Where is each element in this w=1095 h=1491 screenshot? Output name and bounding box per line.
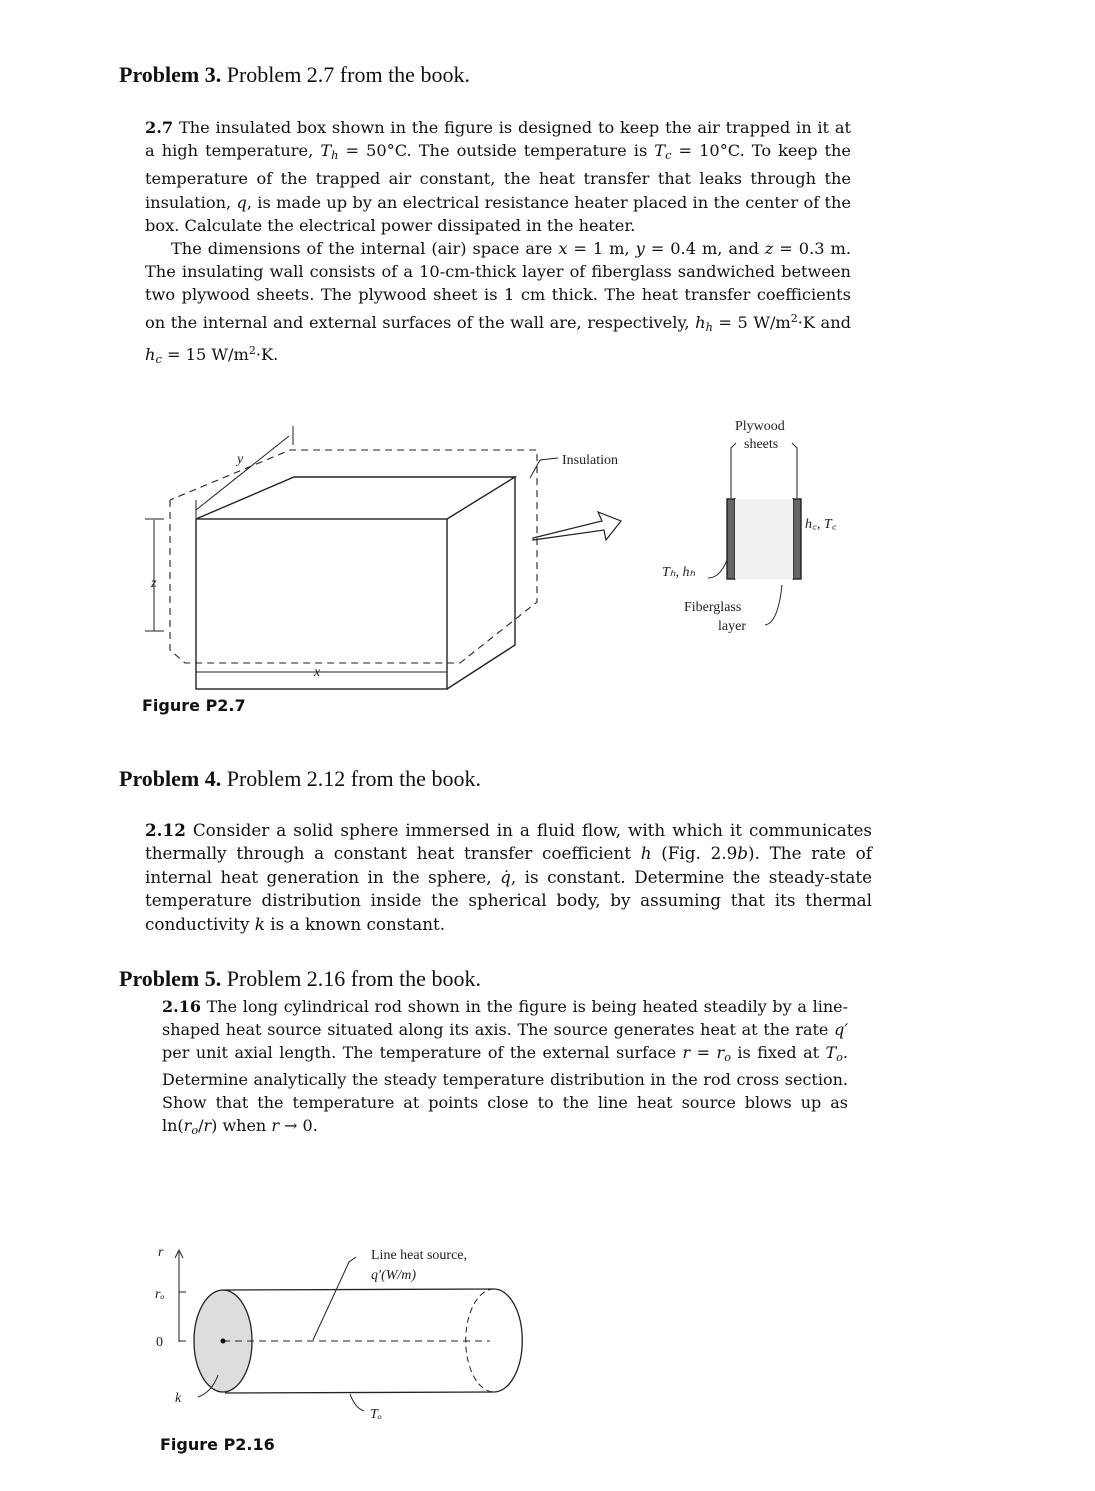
text-segment: / <box>198 1115 204 1135</box>
text-segment: = 0.3 m. The insulating wall consists of a 10-cm-thick layer of fiberglass sandwiched between two plywood sheets. The plywood sheet is 1 cm thick. The heat transfer coefficients on the internal and external surfaces of the wall are, respectively, <box>145 239 851 332</box>
rod-far-end <box>494 1289 522 1392</box>
problem-5-title: Problem 2.16 from the book. <box>221 966 481 991</box>
text-segment: b <box>737 843 749 864</box>
text-segment: = 10°C. To keep the temperature of the trapped air constant, the heat transfer that leaks through the insulation, <box>145 141 851 212</box>
line-source-label-line1: Line heat source, <box>371 1248 468 1263</box>
th-hh-label: Tₕ, hₕ <box>662 565 696 580</box>
text-segment: The long cylindrical rod shown in the figure is being heated steadily by a line-shaped heat source situated along its axis. The source generates heat at the rate <box>162 997 848 1039</box>
text-segment: = 5 W/m <box>712 312 791 332</box>
text-segment: T <box>825 1042 837 1062</box>
figure-p2-7-caption: Figure P2.7 <box>142 696 246 715</box>
text-segment: = 15 W/m <box>161 344 249 364</box>
text-segment: h <box>331 148 339 163</box>
text-segment: c <box>665 148 672 163</box>
problem-4-title: Problem 2.12 from the book. <box>221 766 481 791</box>
text-segment: (Fig. 2.9 <box>651 843 738 864</box>
zero-label: 0 <box>156 1335 163 1350</box>
text-segment: c <box>155 351 162 366</box>
text-segment: per unit axial length. The temperature of the external surface <box>162 1042 683 1062</box>
text-segment: → 0. <box>278 1115 318 1135</box>
text-segment: q̇ <box>500 866 511 887</box>
text-segment: is a known constant. <box>264 913 446 934</box>
text-segment: 2 <box>790 311 798 325</box>
fiberglass-label-line1: Fiberglass <box>684 600 742 615</box>
y-label: y <box>237 452 244 467</box>
text-segment: h <box>705 319 713 334</box>
text-segment: x <box>558 239 568 259</box>
text-segment: r <box>271 1115 279 1135</box>
text-segment: ·K and <box>797 312 851 332</box>
text-segment: r <box>682 1042 691 1062</box>
text-segment: h <box>145 344 156 364</box>
problem-4-label: Problem 4. <box>119 766 222 791</box>
text-segment: The dimensions of the internal (air) space are <box>171 239 559 259</box>
text-segment: = 1 m, <box>567 239 636 259</box>
rod-top-edge <box>223 1289 494 1290</box>
problem-3-label: Problem 3. <box>119 62 222 87</box>
text-segment: r <box>203 1115 212 1135</box>
text-segment: Consider a solid sphere immersed in a fluid flow, with which it communicates thermally through a constant heat transfer coefficient <box>145 820 872 864</box>
problem-3-title: Problem 2.7 from the book. <box>221 62 470 87</box>
text-segment: o <box>191 1123 199 1137</box>
to-label: Tₒ <box>370 1407 382 1422</box>
line-source-label-line2: q′(W/m) <box>371 1268 417 1283</box>
text-segment: = 0.4 m, and <box>644 239 765 259</box>
z-label: z <box>151 576 157 591</box>
text-segment: ·K. <box>255 344 279 364</box>
text-segment: o <box>724 1050 731 1064</box>
text-segment: T <box>320 141 332 161</box>
text-segment: q′ <box>834 1019 848 1039</box>
text-segment: The insulated box shown in the figure is designed to keep the air trapped in it at a high temperature, <box>145 118 851 161</box>
text-segment: o <box>836 1050 843 1064</box>
text-segment: 2.7 <box>145 118 174 137</box>
text-segment: r <box>183 1115 192 1135</box>
plywood-label-line2: sheets <box>744 437 779 452</box>
text-segment: is fixed at <box>730 1042 826 1062</box>
k-label: k <box>175 1391 182 1406</box>
text-segment: = <box>690 1042 717 1062</box>
text-segment: r <box>716 1042 725 1062</box>
r-axis-label: r <box>158 1245 164 1260</box>
text-segment: h <box>640 843 652 864</box>
rod-bottom-edge <box>225 1392 494 1393</box>
fiberglass-label-line2: layer <box>718 619 746 634</box>
text-segment: . Determine analytically the steady temperature distribution in the rod cross section. Show that the temperature at points close to the line heat source blows up as ln( <box>162 1042 849 1135</box>
text-segment: k <box>254 913 265 934</box>
text-segment: ). The rate of internal heat generation in the sphere, <box>145 843 872 887</box>
text-segment: , is constant. Determine the steady-state temperature distribution inside the spherical body, by assuming that its thermal conductivity <box>145 866 873 934</box>
text-segment: h <box>695 312 706 332</box>
text-segment: 2.16 <box>162 997 201 1016</box>
plywood-label-line1: Plywood <box>735 419 785 434</box>
text-segment: T <box>654 141 666 161</box>
text-segment: y <box>635 239 645 259</box>
text-segment: , is made up by an electrical resistance heater placed in the center of the box. Calculate the electrical power dissipated in the heater. <box>145 192 851 235</box>
text-segment: 2.12 <box>145 820 186 840</box>
text-segment: 2 <box>248 343 256 357</box>
x-label: x <box>314 665 321 680</box>
figure-p2-16-caption: Figure P2.16 <box>160 1435 275 1454</box>
text-segment: = 50°C. The outside temperature is <box>338 141 655 161</box>
problem-5-label: Problem 5. <box>119 966 222 991</box>
text-segment: q <box>236 192 247 212</box>
text-segment: ) when <box>211 1115 272 1135</box>
ro-label: rₒ <box>155 1287 165 1302</box>
text-segment: z <box>764 239 774 259</box>
insulation-label: Insulation <box>562 453 618 468</box>
hc-tc-label: h꜀, T꜀ <box>805 517 837 532</box>
